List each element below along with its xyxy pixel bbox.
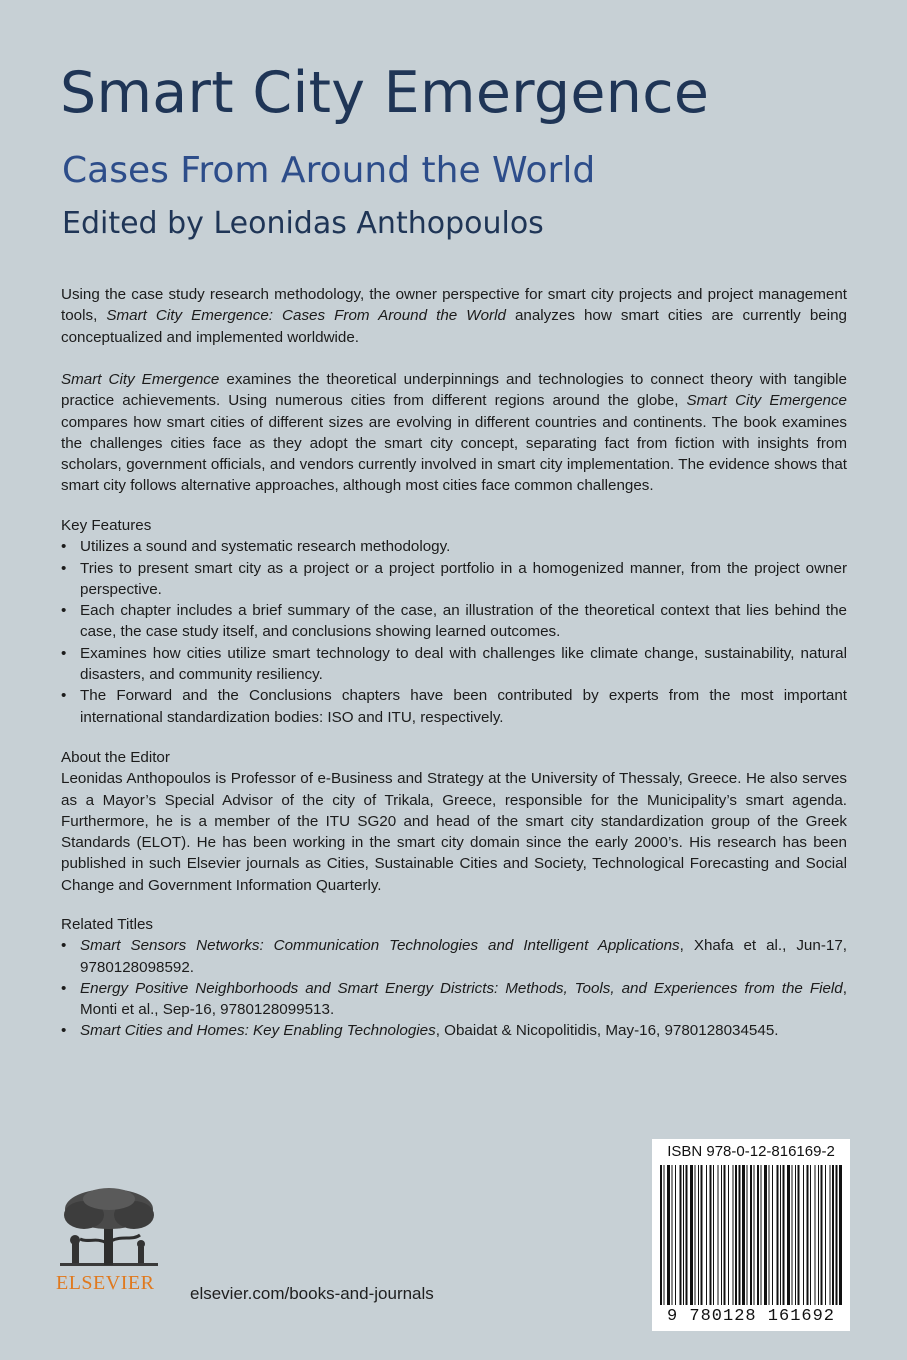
book-subtitle: Cases From Around the World bbox=[62, 150, 596, 191]
intro-text: analyzes how smart cities are currently being conceptualized and implemented worldwide. bbox=[61, 307, 847, 346]
publisher-name: ELSEVIER bbox=[56, 1272, 155, 1294]
barcode-digits: 9 780128 161692 bbox=[666, 1307, 836, 1326]
about-editor-heading: About the Editor bbox=[61, 749, 170, 766]
barcode-icon bbox=[658, 1165, 844, 1305]
elsevier-tree-logo-icon bbox=[54, 1185, 164, 1270]
intro-title-ref: Smart City Emergence bbox=[686, 392, 847, 410]
key-features-list bbox=[61, 536, 847, 728]
intro-paragraph-2 bbox=[61, 369, 847, 497]
bullet-icon: • bbox=[61, 538, 67, 556]
intro-text: compares how smart cities of different sizes are evolving in different countries and continents. The book examines the challenges cities face as they adopt the smart city concept, separating fact from fiction with insights from scholars, government officials, and vendors currently involved in smart city implementation. The evidence shows that smart city follows alternative approaches, although most cities face common challenges. bbox=[61, 413, 847, 495]
list-item: • Smart Sensors Networks: Communication Technologies and Intelligent Applications, Xhafa et al., Jun-17, 9780128098592. bbox=[61, 937, 847, 976]
list-item: • Smart Cities and Homes: Key Enabling Technologies, Obaidat & Nicopolitidis, May-16, 9780128034545. bbox=[61, 1020, 847, 1041]
bullet-icon: • bbox=[61, 937, 67, 955]
list-item: • Each chapter includes a brief summary of the case, an illustration of the theoretical context that lies behind the case, the case study itself, and conclusions showing learned outcomes. bbox=[61, 602, 847, 641]
key-features-heading: Key Features bbox=[61, 517, 152, 534]
intro-title-ref: Smart City Emergence: Cases From Around the World bbox=[106, 307, 506, 325]
isbn-barcode bbox=[652, 1139, 850, 1331]
list-item: • Examines how cities utilize smart technology to deal with challenges like climate change, sustainability, natural disasters, and community resiliency. bbox=[61, 644, 847, 684]
bullet-icon: • bbox=[61, 602, 67, 620]
intro-text: Using the case study research methodology, the owner perspective for smart city projects and project management tools, bbox=[61, 286, 847, 325]
bullet-icon: • bbox=[61, 559, 67, 577]
key-features-section bbox=[61, 515, 847, 728]
bullet-icon: • bbox=[61, 687, 67, 705]
about-editor-text: Leonidas Anthopoulos is Professor of e-Business and Strategy at the University of Thessaly, Greece. He also serves as a Mayor’s Special Advisor of the city of Trikala, Greece, responsible for the Municipality’s smart agenda. Furthermore, he is a member of the ITU SG20 and head of the smart city standardization group of the Greek Standards (ELOT). He has been working in the smart city domain since the early 2000’s. His research has been published in such Elsevier journals as Cities, Sustainable Cities and Society, Technological Forecasting and Social Change and Government Information Quarterly. bbox=[61, 770, 847, 894]
list-item: • Utilizes a sound and systematic research methodology. bbox=[61, 536, 847, 557]
bullet-icon: • bbox=[61, 644, 67, 662]
intro-text: examines the theoretical underpinnings and technologies to connect theory with tangible practice achievements. Using numerous cities from different regions around the globe, bbox=[61, 371, 848, 410]
bullet-icon: • bbox=[61, 979, 67, 997]
related-titles-section bbox=[61, 914, 847, 1042]
isbn-label: ISBN 978-0-12-816169-2 bbox=[667, 1143, 835, 1160]
about-editor-section bbox=[61, 747, 847, 896]
intro-paragraph-1 bbox=[61, 284, 847, 348]
bullet-icon: • bbox=[61, 1022, 67, 1040]
intro-title-ref: Smart City Emergence bbox=[61, 371, 220, 388]
publisher-url[interactable]: elsevier.com/books-and-journals bbox=[190, 1284, 434, 1303]
book-title: Smart City Emergence bbox=[60, 60, 710, 126]
list-item: • Tries to present smart city as a project or a project portfolio in a homogenized manner, from the project owner perspective. bbox=[61, 559, 847, 598]
book-editor: Edited by Leonidas Anthopoulos bbox=[62, 206, 544, 241]
list-item: • The Forward and the Conclusions chapters have been contributed by experts from the most important international standardization bodies: ISO and ITU, respectively. bbox=[61, 687, 847, 726]
related-titles-list bbox=[61, 935, 847, 1041]
list-item: • Energy Positive Neighborhoods and Smart Energy Districts: Methods, Tools, and Experiences from the Field, Monti et al., Sep-16, 9780128099513. bbox=[61, 979, 847, 1019]
related-titles-heading: Related Titles bbox=[61, 916, 154, 933]
